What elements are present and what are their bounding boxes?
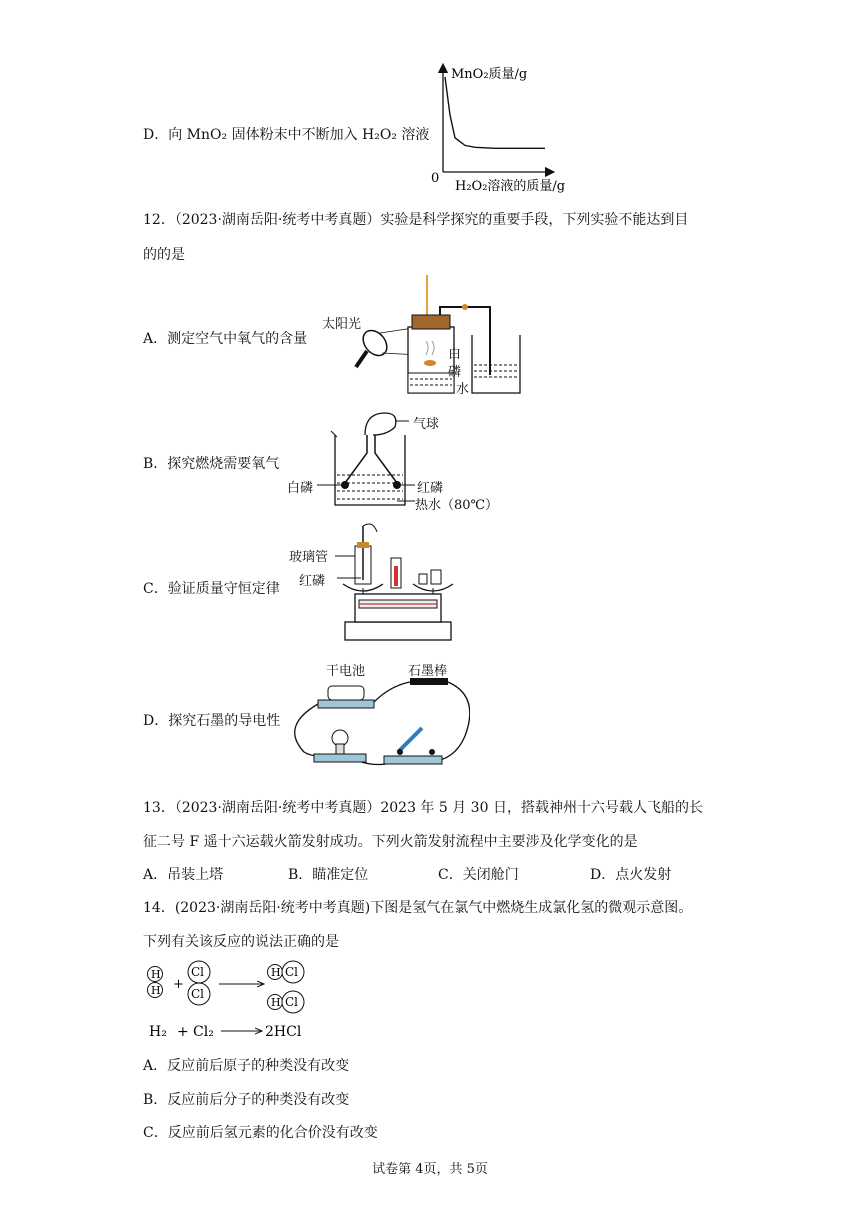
- fig-reaction-micro: [143, 960, 363, 1040]
- eq-product: 2HCl: [265, 1024, 302, 1040]
- q12-stem-line1: 12．（2023·湖南岳阳·统考中考真题）实验是科学探究的重要手段，下列实验不能达到目: [143, 212, 689, 228]
- label-white-p: 白磷: [287, 481, 314, 496]
- label-red-p: 红磷: [417, 481, 444, 496]
- x-axis-label: H₂O₂溶液的质量/g: [455, 179, 566, 194]
- page-footer: 试卷第 4页，共 5页: [372, 1162, 488, 1177]
- q13-option-c: C．关闭舱门: [438, 867, 519, 883]
- eq-cl2: Cl₂: [193, 1024, 214, 1040]
- q12-option-a: A．测定空气中氧气的含量: [143, 331, 308, 347]
- atom-cl-2: Cl: [191, 987, 205, 1001]
- q13-option-d: D．点火发射: [590, 867, 672, 883]
- label-graphite: 石墨棒: [408, 664, 448, 679]
- chart-svg: [425, 62, 605, 197]
- origin-label: 0: [431, 171, 440, 186]
- q12-option-d: D．探究石墨的导电性: [143, 713, 281, 729]
- label-sunlight: 太阳光: [322, 317, 362, 332]
- q13-stem-line2: 征二号 F 遥十六运载火箭发射成功。下列火箭发射流程中主要涉及化学变化的是: [143, 834, 638, 850]
- label-white-p2: 磷: [448, 365, 462, 380]
- q14-stem-line1: 14．(2023·湖南岳阳·统考中考真题)下图是氢气在氯气中燃烧生成氯化氢的微观示意图。: [143, 900, 693, 916]
- fig-graphite-conductivity: [290, 656, 470, 776]
- series-line: [445, 77, 545, 148]
- fig-mass-conservation: [285, 522, 460, 644]
- q12-stem-line2: 的的是: [143, 247, 185, 263]
- label-white-p1: 白: [448, 347, 462, 362]
- q11-option-d: D．向 MnO₂ 固体粉末中不断加入 H₂O₂ 溶液: [143, 127, 430, 143]
- atom-cl-1: Cl: [191, 965, 205, 979]
- eq-h2: H₂: [149, 1024, 167, 1040]
- label-battery: 干电池: [326, 664, 366, 679]
- mno2-mass-chart: [425, 62, 605, 197]
- fig-combustion-oxygen: [285, 405, 500, 515]
- eq-plus: +: [177, 1024, 189, 1040]
- q12-option-b: B．探究燃烧需要氧气: [143, 456, 280, 472]
- atom-h-3: H: [271, 966, 281, 979]
- atom-cl-4: Cl: [285, 995, 299, 1009]
- label-red-p-c: 红磷: [299, 574, 326, 589]
- y-axis-label: MnO₂质量/g: [451, 67, 528, 82]
- q14-stem-line2: 下列有关该反应的说法正确的是: [143, 934, 339, 950]
- q12-option-c: C．验证质量守恒定律: [143, 581, 280, 597]
- q14-option-a: A．反应前后原子的种类没有改变: [143, 1058, 350, 1074]
- fig-oxygen-measure: [320, 275, 530, 400]
- q14-option-b: B．反应前后分子的种类没有改变: [143, 1092, 350, 1108]
- atom-cl-3: Cl: [285, 965, 299, 979]
- q13-option-b: B．瞄准定位: [288, 867, 369, 883]
- atom-h-1: H: [151, 968, 161, 981]
- plus-sign: +: [173, 977, 184, 992]
- q14-option-c: C．反应前后氢元素的化合价没有改变: [143, 1125, 378, 1141]
- label-hot-water: 热水（80℃）: [415, 498, 499, 513]
- q13-options: [143, 864, 671, 884]
- atom-h-2: H: [151, 984, 161, 997]
- label-glass-tube: 玻璃管: [289, 550, 329, 565]
- label-water: 水: [456, 382, 470, 397]
- q13-stem-line1: 13．（2023·湖南岳阳·统考中考真题）2023 年 5 月 30 日，搭载神州十六号载人飞船的长: [143, 800, 703, 816]
- label-balloon: 气球: [413, 417, 440, 432]
- q13-option-a: A．吊装上塔: [143, 867, 224, 883]
- atom-h-4: H: [271, 996, 281, 1009]
